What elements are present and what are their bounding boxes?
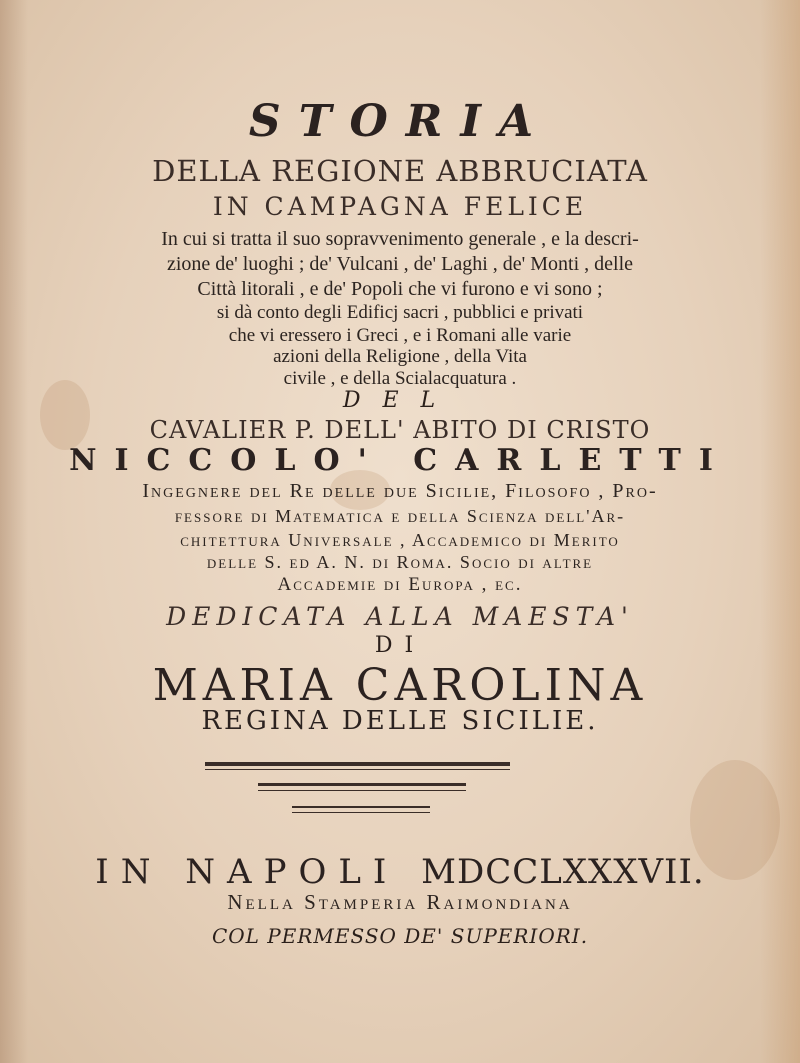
ornamental-rule <box>258 790 466 791</box>
description-line: si dà conto degli Edificj sacri , pubblici e privati <box>216 302 584 323</box>
description-line: azioni della Religione , della Vita <box>273 346 527 367</box>
author-name: NICCOLO' CARLETTI <box>69 443 731 478</box>
imprint-city: IN NAPOLI <box>95 852 399 892</box>
imprint-permission: COL PERMESSO DE' SUPERIORI. <box>211 924 589 948</box>
credentials-line: fessore di Matematica e della Scienza dell'Ar- <box>174 506 626 526</box>
imprint-year: MDCCLXXXVII. <box>421 852 705 892</box>
imprint-line <box>0 852 800 892</box>
ornamental-rule <box>205 769 510 770</box>
imprint-press: Nella Stamperia Raimondiana <box>227 890 573 914</box>
ornamental-rule <box>292 806 430 808</box>
credentials-line: Accademie di Europa , ec. <box>277 574 523 595</box>
di-word: DI <box>374 633 426 658</box>
dedication-line: DEDICATA ALLA MAESTA' <box>166 602 634 631</box>
ornamental-rule <box>205 762 510 766</box>
description-line: che vi eressero i Greci , e i Romani alle varie <box>228 325 572 346</box>
credentials-line: Ingegnere del Re delle due Sicilie, Filosofo , Pro- <box>142 480 658 502</box>
credentials-line: chitettura Universale , Accademico di Merito <box>180 530 620 550</box>
description-line: In cui si tratta il suo sopravvenimento generale , e la descri- <box>161 228 639 250</box>
author-title: CAVALIER P. DELL' ABITO DI CRISTO <box>149 416 651 444</box>
ornamental-rule <box>258 783 466 786</box>
book-title: STORIA <box>248 96 552 147</box>
description-line: civile , e della Scialacquatura . <box>283 368 517 389</box>
dedicatee-name: MARIA CAROLINA <box>152 660 648 711</box>
description-line: zione de' luoghi ; de' Vulcani , de' Laghi , de' Monti , delle <box>166 253 634 275</box>
ornamental-rule <box>292 812 430 813</box>
dedicatee-title: REGINA DELLE SICILIE. <box>201 706 599 736</box>
credentials-line: delle S. ed A. N. di Roma. Socio di altre <box>206 552 594 572</box>
del-word: DEL <box>342 388 458 413</box>
book-subtitle-2: IN CAMPAGNA FELICE <box>212 192 588 221</box>
book-subtitle-1: DELLA REGIONE ABBRUCIATA <box>152 154 648 188</box>
description-line: Città litorali , e de' Popoli che vi furono e vi sono ; <box>197 278 603 300</box>
